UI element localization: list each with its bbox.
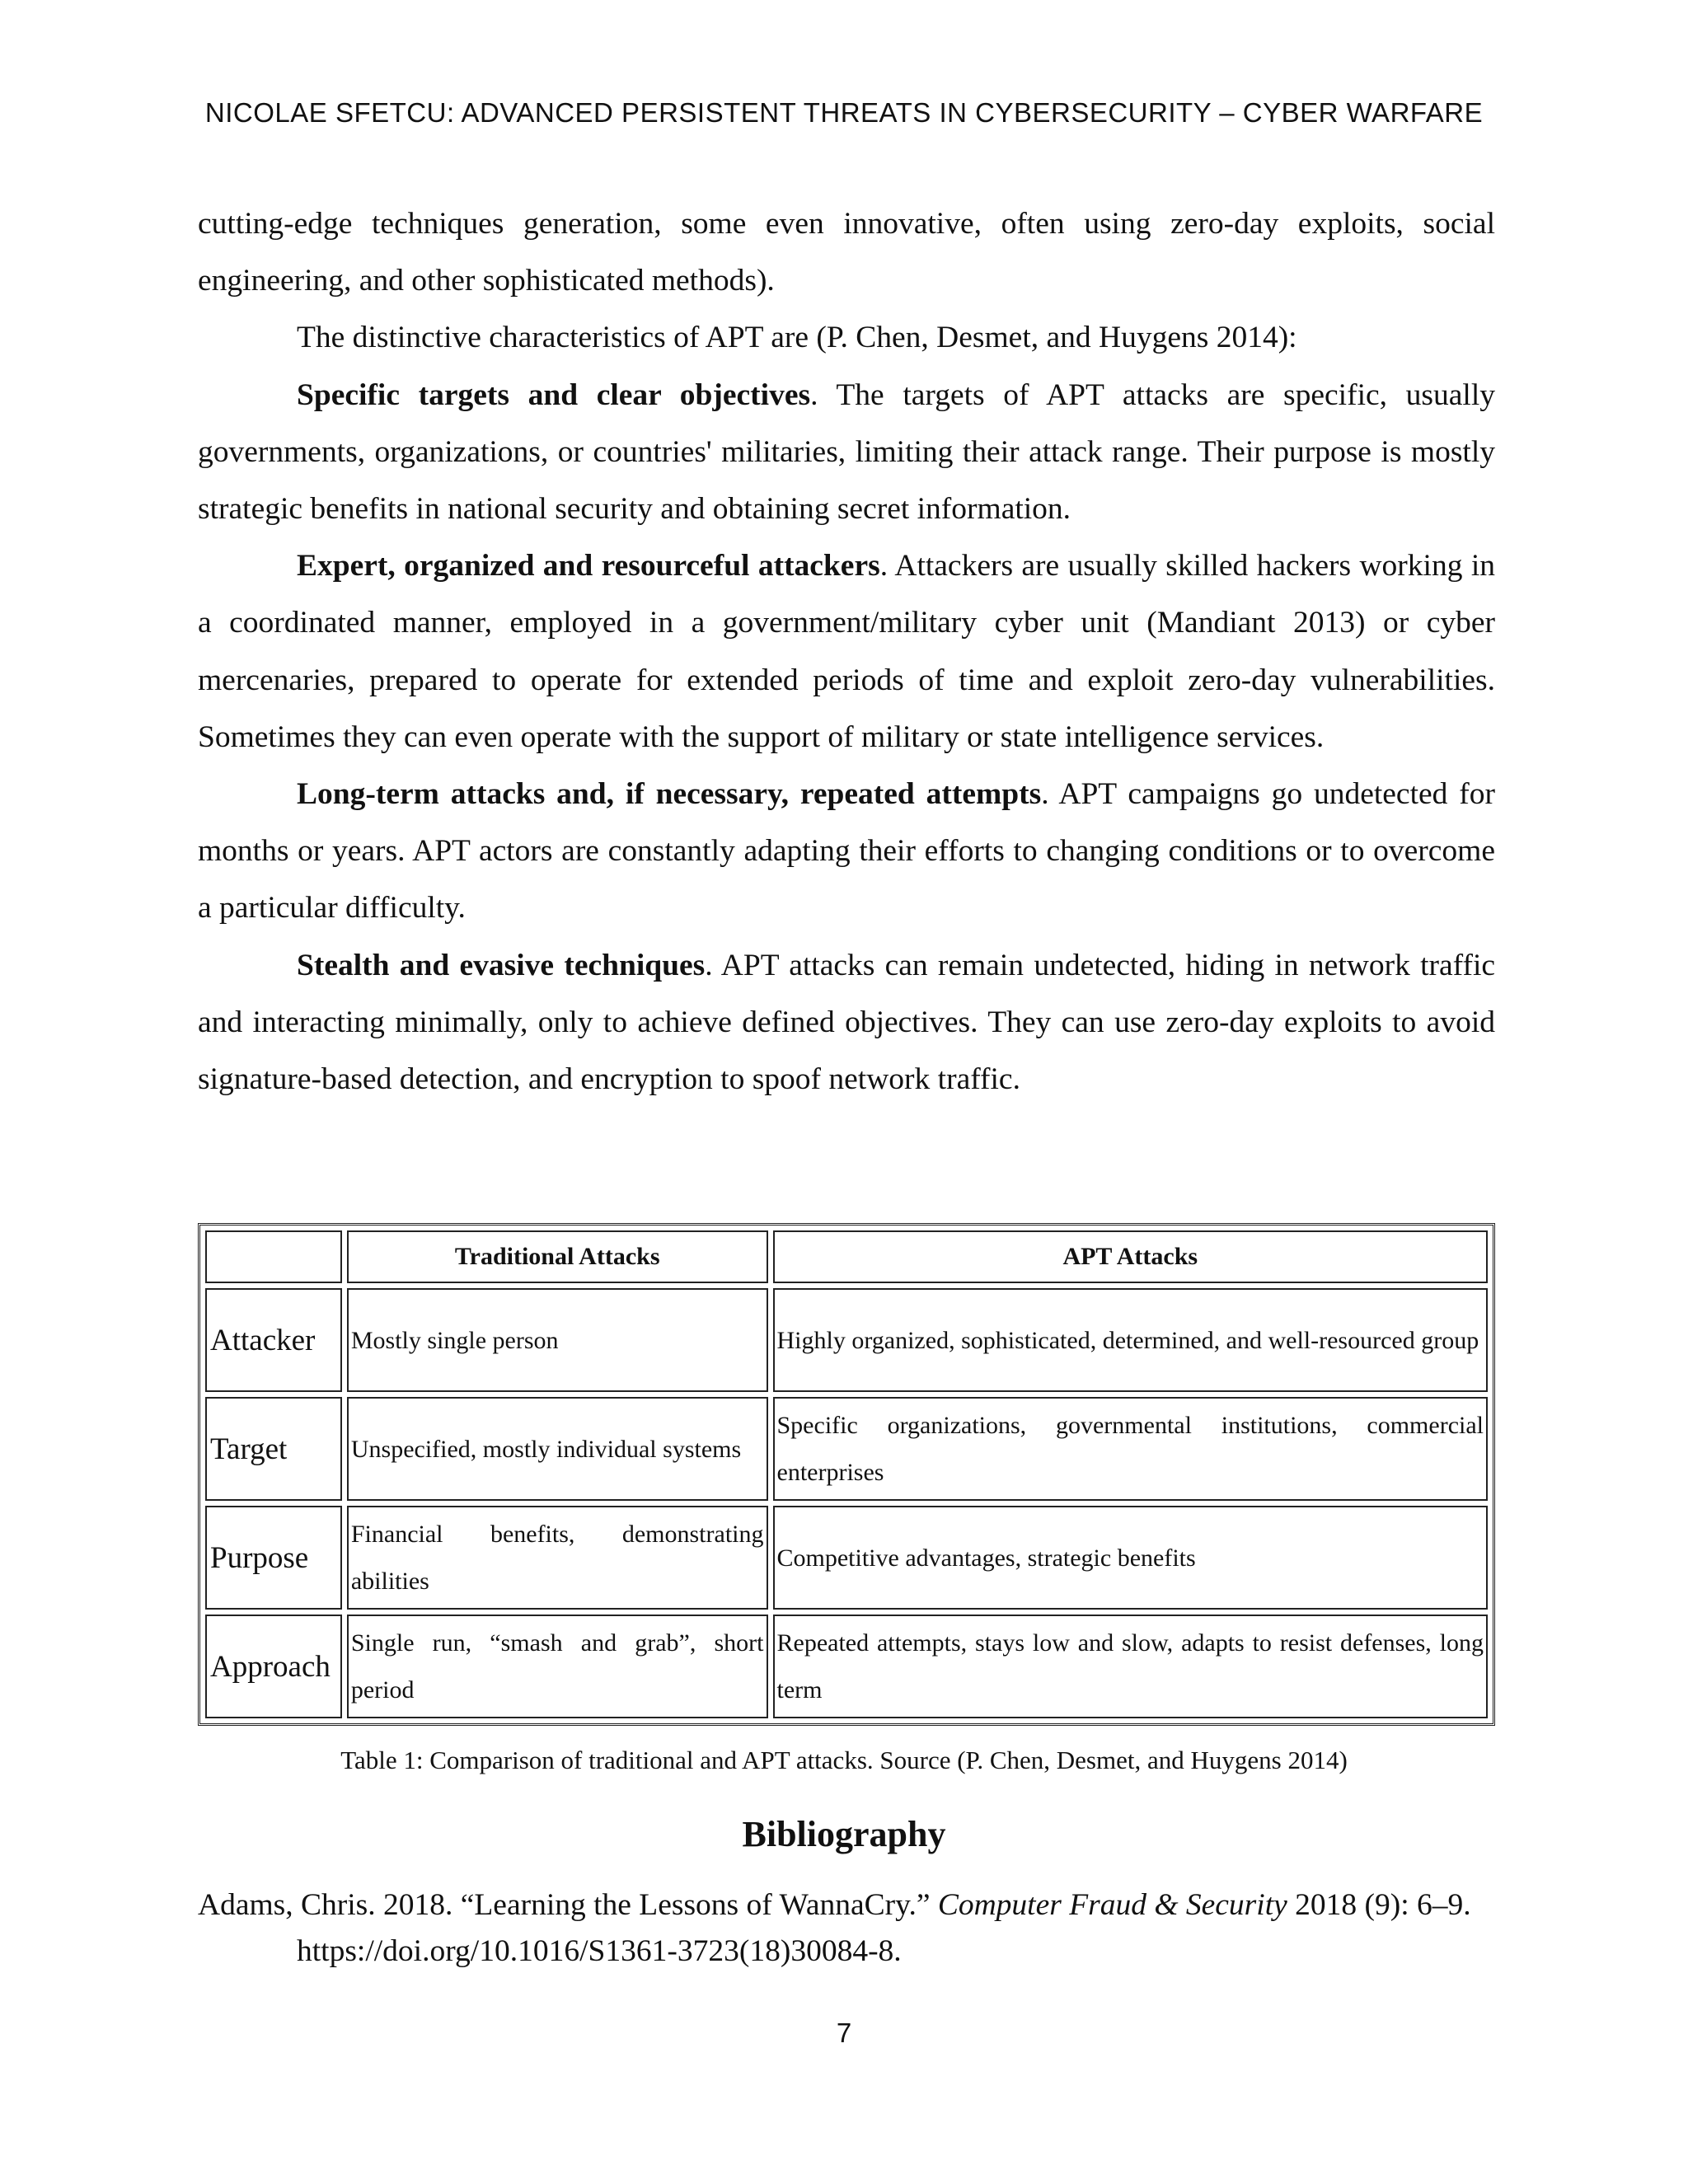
bibliography-heading: Bibliography <box>742 1814 946 1854</box>
paragraph-continuation: cutting-edge techniques generation, some even innovative, often using zero-day exploits, social engineering, and other sophisticated methods). <box>198 207 1495 298</box>
desc-specific-targets: . The targets of APT attacks are specific, usually governments, organizations, or countries' militaries, limiting their attack range. Their purpose is mostly strategic benefits in national security and obtaining secret information. <box>198 377 1495 527</box>
traditional-cell: Mostly single person <box>347 1288 768 1392</box>
apt-cell: Competitive advantages, strategic benefits <box>773 1506 1489 1610</box>
term-expert-attackers: Expert, organized and resourceful attackers <box>297 549 880 583</box>
desc-stealth: . APT attacks can remain undetected, hiding in network traffic and interacting minimally, only to achieve defined objectives. They can use zero-day exploits to avoid signature-based detection, and encryption to spoof network traffic. <box>198 948 1496 1097</box>
traditional-cell: Unspecified, mostly individual systems <box>347 1397 768 1501</box>
term-specific-targets: Specific targets and clear objectives <box>297 377 811 412</box>
term-stealth: Stealth and evasive techniques <box>297 948 706 982</box>
row-label: Attacker <box>205 1288 342 1392</box>
column-header-apt: APT Attacks <box>773 1230 1489 1283</box>
term-long-term: Long-term attacks and, if necessary, repeated attempts <box>297 777 1042 812</box>
desc-expert-attackers: . Attackers are usually skilled hackers working in a coordinated manner, employed in a government/military cyber unit (Mandiant 2013) or cyber mercenaries, prepared to operate for extended periods of time and exploit zero-day vulnerabilities. Sometimes they can even operate with the support of military or state intelligence services. <box>198 549 1495 754</box>
bib-entry-authors-title: Adams, Chris. 2018. “Learning the Lessons of WannaCry.” <box>198 1888 938 1922</box>
paragraph-expert-attackers <box>198 537 1495 766</box>
row-label: Purpose <box>205 1506 342 1610</box>
column-header-traditional: Traditional Attacks <box>347 1230 768 1283</box>
table-header-row <box>205 1230 1488 1283</box>
body-text <box>198 195 1495 1108</box>
apt-cell: Highly organized, sophisticated, determined, and well-resourced group <box>773 1288 1489 1392</box>
paragraph-specific-targets <box>198 367 1495 538</box>
table-row <box>205 1615 1488 1718</box>
table-corner-cell <box>205 1230 342 1283</box>
table-caption: Table 1: Comparison of traditional and APT attacks. Source (P. Chen, Desmet, and Huygens 2014) <box>340 1746 1348 1774</box>
traditional-cell: Financial benefits, demonstrating abilities <box>347 1506 768 1610</box>
comparison-table-wrapper <box>198 1223 1495 1726</box>
bib-entry-journal: Computer Fraud & Security <box>937 1888 1287 1922</box>
table-row <box>205 1397 1488 1501</box>
paragraph-intro: The distinctive characteristics of APT are (P. Chen, Desmet, and Huygens 2014): <box>297 321 1297 355</box>
table-row <box>205 1506 1488 1610</box>
page-number: 7 <box>836 2018 852 2048</box>
traditional-cell: Single run, “smash and grab”, short period <box>347 1615 768 1718</box>
apt-cell: Repeated attempts, stays low and slow, adapts to resist defenses, long term <box>773 1615 1489 1718</box>
paragraph-stealth <box>198 937 1495 1108</box>
desc-long-term: . APT campaigns go undetected for months or years. APT actors are constantly adapting their efforts to changing conditions or to overcome a particular difficulty. <box>198 777 1495 926</box>
row-label: Approach <box>205 1615 342 1718</box>
row-label: Target <box>205 1397 342 1501</box>
paragraph-long-term <box>198 766 1495 937</box>
apt-cell: Specific organizations, governmental institutions, commercial enterprises <box>773 1397 1489 1501</box>
comparison-table <box>198 1223 1495 1726</box>
table-row <box>205 1288 1488 1392</box>
running-header: NICOLAE SFETCU: ADVANCED PERSISTENT THREATS IN CYBERSECURITY – CYBER WARFARE <box>204 97 1484 128</box>
bibliography-entry <box>198 1882 1495 1975</box>
bib-entry-details: 2018 (9): 6–9. https://doi.org/10.1016/S1361-3723(18)30084-8. <box>297 1888 1471 1968</box>
